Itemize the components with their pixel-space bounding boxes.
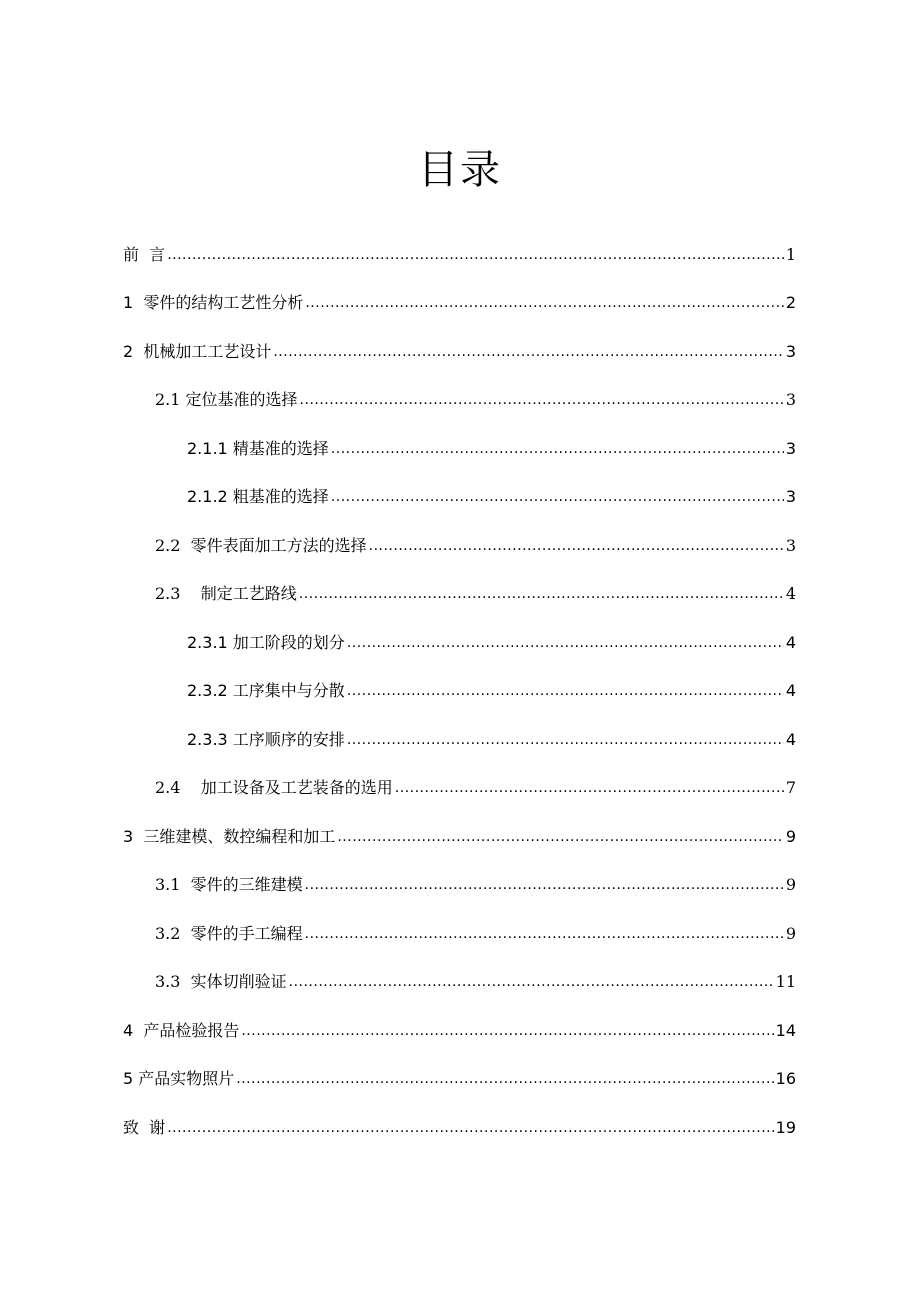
dot-leader [299, 583, 784, 605]
toc-entry-label: 2.3.1 加工阶段的划分 [187, 633, 345, 652]
toc-entry-page: 2 [785, 293, 796, 312]
toc-entry-label: 3.1 零件的三维建模 [155, 875, 303, 894]
toc-entry-label: 前 言 [123, 245, 166, 264]
toc-entry-section-2-3-1[interactable] [187, 606, 796, 654]
toc-entry-label: 2.4 加工设备及工艺装备的选用 [155, 778, 393, 797]
toc-entry-page: 14 [775, 1021, 796, 1040]
toc-entry-label: 2.3.3 工序顺序的安排 [187, 730, 345, 749]
dot-leader [347, 680, 784, 702]
toc-entry-page: 19 [775, 1118, 796, 1137]
toc-entry-label: 2.1 定位基准的选择 [155, 390, 298, 409]
toc-entry-label: 2.3.2 工序集中与分散 [187, 681, 345, 700]
toc-entry-page: 3 [785, 536, 796, 555]
page-title: 目录 [418, 147, 502, 193]
toc-entry-page: 3 [785, 390, 796, 409]
toc-entry-page: 3 [785, 439, 796, 458]
toc-entry-page: 11 [775, 972, 796, 991]
toc-entry-section-2-3-2[interactable] [187, 654, 796, 702]
toc-entry-page: 4 [785, 730, 796, 749]
dot-leader [331, 486, 784, 508]
toc-entry-page: 4 [785, 584, 796, 603]
toc-entry-page: 3 [785, 487, 796, 506]
toc-entry-page: 4 [785, 681, 796, 700]
toc-entry-section-2-1[interactable] [155, 363, 796, 411]
dot-leader [347, 632, 784, 654]
dot-leader [331, 438, 784, 460]
toc-entry-page: 9 [785, 875, 796, 894]
dot-leader [305, 292, 783, 314]
toc-entry-section-5[interactable] [123, 1042, 796, 1090]
dot-leader [236, 1068, 773, 1090]
toc-entry-page: 3 [785, 342, 796, 361]
toc-entry-section-3-3[interactable] [155, 945, 796, 993]
toc-entry-label: 4 产品检验报告 [123, 1021, 240, 1040]
toc-entry-page: 4 [785, 633, 796, 652]
toc-entry-section-2-3[interactable] [155, 557, 796, 605]
toc-entry-label: 1 零件的结构工艺性分析 [123, 293, 304, 312]
toc-entry-label: 致 谢 [123, 1118, 166, 1137]
dot-leader [273, 341, 783, 363]
toc-entry-section-2-4[interactable] [155, 751, 796, 799]
dot-leader [167, 1117, 773, 1139]
dot-leader [369, 535, 784, 557]
dot-leader [241, 1020, 773, 1042]
toc-entry-label: 2.2 零件表面加工方法的选择 [155, 536, 367, 555]
toc-entry-section-2-2[interactable] [155, 509, 796, 557]
toc-entry-page: 9 [785, 924, 796, 943]
toc-entry-page: 7 [785, 778, 796, 797]
toc-entry-label: 3 三维建模、数控编程和加工 [123, 827, 336, 846]
toc-entry-section-2[interactable] [123, 315, 796, 363]
toc-entry-label: 5 产品实物照片 [123, 1069, 235, 1088]
table-of-contents [0, 218, 920, 1158]
toc-entry-label: 2.1.2 粗基准的选择 [187, 487, 329, 506]
dot-leader [300, 389, 784, 411]
toc-entry-section-3[interactable] [123, 800, 796, 848]
toc-entry-page: 1 [785, 245, 796, 264]
dot-leader [337, 826, 783, 848]
toc-entry-section-2-1-1[interactable] [187, 412, 796, 460]
dot-leader [289, 971, 774, 993]
toc-entry-section-1[interactable] [123, 266, 796, 314]
toc-entry-section-3-1[interactable] [155, 848, 796, 896]
toc-entry-label: 2.3 制定工艺路线 [155, 584, 297, 603]
dot-leader [167, 244, 784, 266]
dot-leader [347, 729, 784, 751]
toc-entry-page: 9 [785, 827, 796, 846]
dot-leader [305, 923, 784, 945]
toc-entry-section-2-1-2[interactable] [187, 460, 796, 508]
dot-leader [305, 874, 784, 896]
toc-entry-label: 2.1.1 精基准的选择 [187, 439, 329, 458]
toc-entry-label: 3.3 实体切削验证 [155, 972, 287, 991]
toc-entry-acknowledgements[interactable] [123, 1091, 796, 1139]
toc-entry-label: 3.2 零件的手工编程 [155, 924, 303, 943]
toc-entry-section-4[interactable] [123, 994, 796, 1042]
toc-entry-page: 16 [775, 1069, 796, 1088]
toc-entry-section-3-2[interactable] [155, 897, 796, 945]
dot-leader [395, 777, 784, 799]
toc-entry-label: 2 机械加工工艺设计 [123, 342, 272, 361]
toc-entry-preface[interactable] [123, 218, 796, 266]
toc-entry-section-2-3-3[interactable] [187, 703, 796, 751]
